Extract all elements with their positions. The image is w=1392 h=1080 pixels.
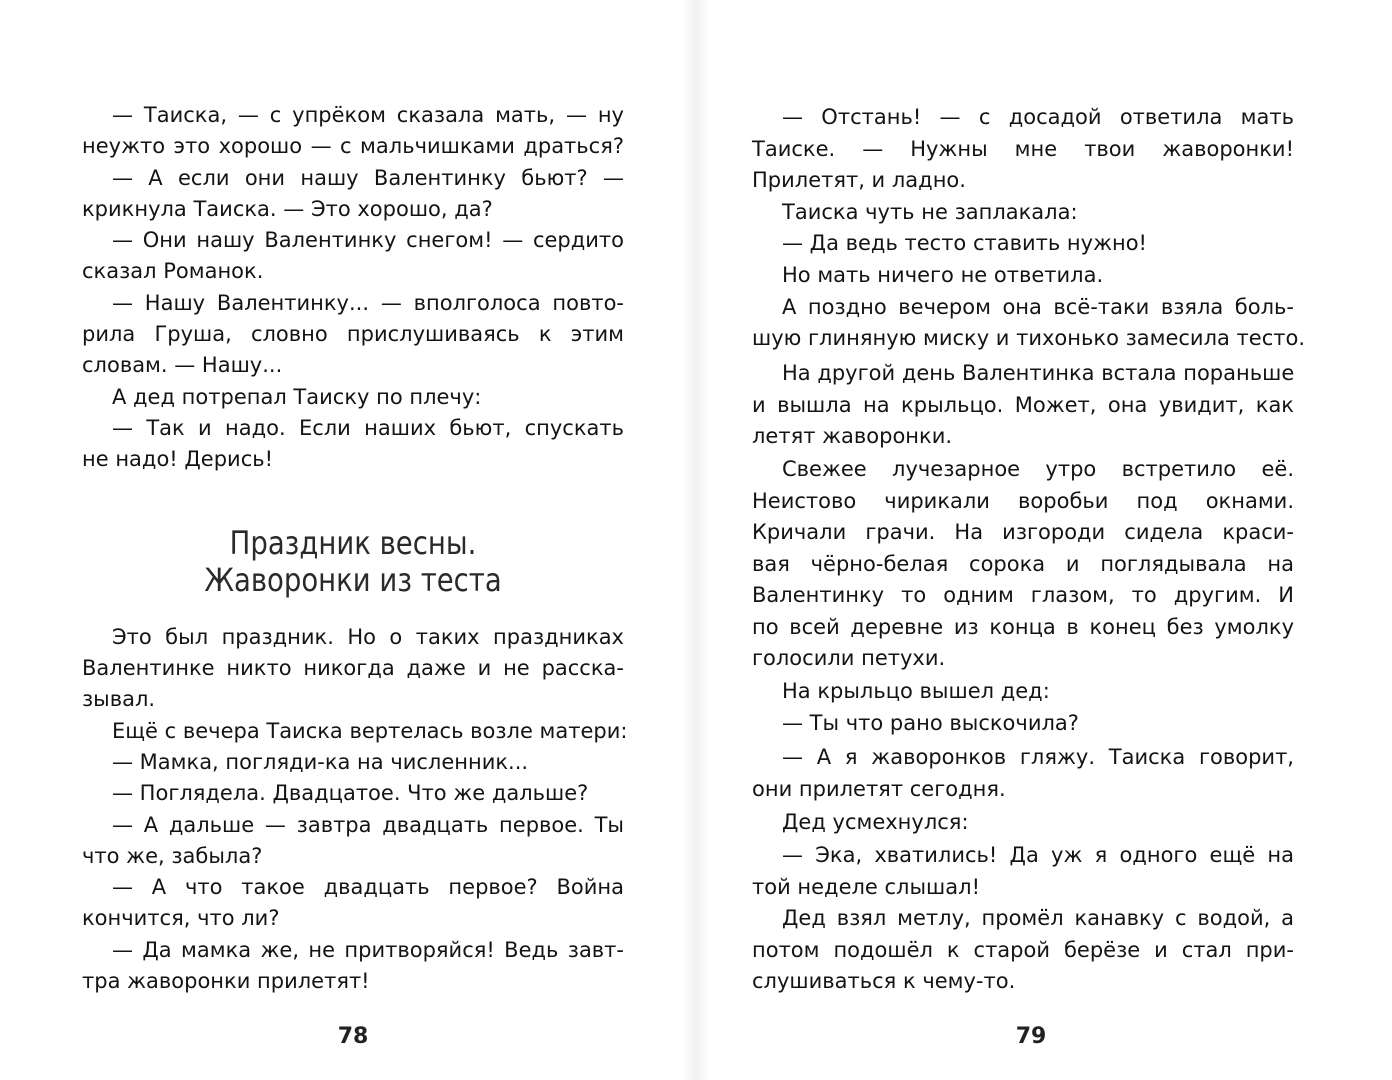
- text-line: Свежее лучезарное утро встретило её.: [782, 457, 1294, 481]
- text-line: не надо! Дерись!: [82, 447, 274, 471]
- text-line: Дед усмехнулся:: [782, 810, 969, 834]
- text-line: потом подошёл к старой берёзе и стал при-: [752, 938, 1294, 962]
- text-line: кончится, что ли?: [82, 906, 280, 930]
- chapter-title-line2: Жаворонки из теста: [204, 561, 502, 599]
- text-line: той неделе слышал!: [752, 875, 980, 899]
- text-line: — Мамка, погляди-ка на численник...: [112, 750, 529, 774]
- text-line: по всей деревне из конца в конец без умолку: [752, 615, 1294, 639]
- text-line: — Эка, хватились! Да уж я одного ещё на: [782, 843, 1294, 867]
- text-line: голосили петухи.: [752, 646, 946, 670]
- text-line: — Поглядела. Двадцатое. Что же дальше?: [112, 781, 589, 805]
- text-line: — Они нашу Валентинку снегом! — сердито: [112, 228, 624, 252]
- text-line: Таиска чуть не заплакала:: [782, 200, 1078, 224]
- text-line: — Нашу Валентинку... — вполголоса повто-: [112, 291, 624, 315]
- text-line: зывал.: [82, 687, 156, 711]
- text-line: и вышла на крыльцо. Может, она увидит, как: [752, 393, 1294, 417]
- text-line: Неистово чирикали воробьи под окнами.: [752, 489, 1294, 513]
- text-line: что же, забыла?: [82, 844, 263, 868]
- text-line: — Таиска, — с упрёком сказала мать, — ну: [112, 103, 624, 127]
- text-line: — Да ведь тесто ставить нужно!: [782, 231, 1147, 255]
- text-line: Таиске. — Нужны мне твои жаворонки!: [752, 137, 1294, 161]
- text-line: Но мать ничего не ответила.: [782, 263, 1104, 287]
- text-line: Валентинке никто никогда даже и не расска-: [82, 656, 624, 680]
- text-line: — Ты что рано выскочила?: [782, 711, 1079, 735]
- text-line: А дед потрепал Таиску по плечу:: [112, 385, 482, 409]
- text-line: — А я жаворонков гляжу. Таиска говорит,: [782, 745, 1294, 769]
- text-line: рила Груша, словно прислушиваясь к этим: [82, 322, 624, 346]
- text-line: Валентинку то одним глазом, то другим. И: [752, 583, 1294, 607]
- text-line: вая чёрно-белая сорока и поглядывала на: [752, 552, 1294, 576]
- text-line: Это был праздник. Но о таких праздниках: [112, 625, 624, 649]
- text-line: На крыльцо вышел дед:: [782, 679, 1050, 703]
- text-line: тра жаворонки прилетят!: [82, 969, 370, 993]
- text-line: Ещё с вечера Таиска вертелась возле матери:: [112, 719, 628, 743]
- text-line: Дед взял метлу, промёл канавку с водой, а: [782, 906, 1294, 930]
- chapter-title-line1: Праздник весны.: [229, 524, 477, 562]
- page-number: 78: [337, 1024, 369, 1049]
- text-line: слушиваться к чему-то.: [752, 969, 1016, 993]
- text-line: крикнула Таиска. — Это хорошо, да?: [82, 197, 493, 221]
- text-line: летят жаворонки.: [752, 424, 953, 448]
- text-line: — А что такое двадцать первое? Война: [112, 875, 624, 899]
- page-number: 79: [1015, 1024, 1047, 1049]
- text-line: — Да мамка же, не притворяйся! Ведь завт-: [112, 938, 624, 962]
- text-line: словам. — Нашу...: [82, 353, 283, 377]
- text-line: Кричали грачи. На изгороди сидела краси-: [752, 520, 1294, 544]
- text-line: А поздно вечером она всё-таки взяла боль-: [782, 295, 1294, 319]
- text-line: неужто это хорошо — с мальчишками драться?: [82, 134, 624, 158]
- text-line: шую глиняную миску и тихонько замесила тесто.: [752, 326, 1306, 350]
- right-page: [696, 0, 1392, 1080]
- text-line: — Отстань! — с досадой ответила мать: [782, 105, 1294, 129]
- text-line: они прилетят сегодня.: [752, 777, 1006, 801]
- text-line: — А дальше — завтра двадцать первое. Ты: [112, 813, 624, 837]
- text-line: — А если они нашу Валентинку бьют? —: [112, 166, 624, 190]
- text-line: — Так и надо. Если наших бьют, спускать: [112, 416, 624, 440]
- text-line: Прилетят, и ладно.: [752, 168, 966, 192]
- text-line: На другой день Валентинка встала пораньше: [782, 361, 1295, 385]
- text-line: сказал Романок.: [82, 259, 264, 283]
